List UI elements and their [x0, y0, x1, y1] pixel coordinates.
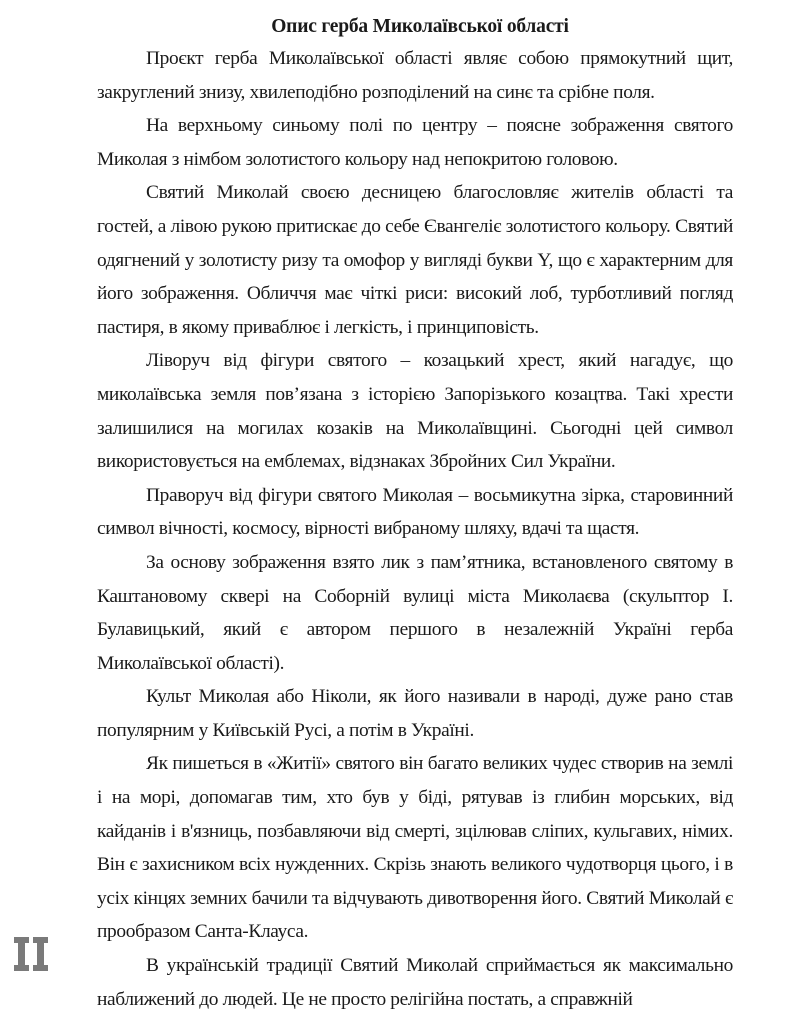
double-bar-logo-icon: [14, 937, 52, 971]
paragraph-coat-of-arms-shape: Проєкт герба Миколаївської області являє собою прямокутний щит, закруглений знизу, хвилеподібно розподілений на синє та срібне поля.: [97, 48, 733, 103]
paragraph-monument: За основу зображення взято лик з пам’ятника, встановленого святому в Каштановому сквері на Соборній вулиці міста Миколаєва (скульптор І. Булавицький, який є автором першого в незалежній Україні герба Миколаївської області).: [97, 551, 733, 674]
paragraph-star: Праворуч від фігури святого Миколая – восьмикутна зірка, старовинний символ вічності, космосу, вірності вибраному шляху, вдачі та щастя.: [97, 484, 733, 540]
paragraph-saint-description: Святий Миколай своєю десницею благословляє жителів області та гостей, а лівою рукою притискає до себе Євангеліє золотистого кольору. Святий одягнений у золотисту ризу та омофор у вигляді букви Y, що є характерним для його зображення. Обличчя має чіткі риси: високий лоб, турботливий погляд пастиря, в якому приваблює і легкість, і принциповість.: [97, 182, 733, 338]
paragraph-ukrainian-tradition: В українській традиції Святий Миколай сприймається як максимально наближений до людей. Це не просто релігійна постать, а справжній: [97, 955, 733, 1010]
document-title: Опис герба Миколаївської області: [271, 16, 569, 37]
paragraph-life-miracles: Як пишеться в «Житії» святого він багато великих чудес створив на землі і на морі, допомагав тим, хто був у біді, рятував із глибин морських, від кайданів і в'язниць, позбавляючи від смерті, зцілював сліпих, кульгавих, німих. Він є захисником всіх нужденних. Скрізь знають великого чудотворця цього, і в усіх кінцях земних бачили та відчувають дивотворення його. Святий Миколай є прообразом Санта-Клауса.: [97, 753, 733, 943]
logo-bar-left: [14, 937, 29, 971]
paragraph-cossack-cross: Ліворуч від фігури святого – козацький хрест, який нагадує, що миколаївська земля пов’язана з історією Запорізького козацтва. Такі хрести залишилися на могилах козаків на Миколаївщині. Сьогодні цей символ використовується на емблемах, відзнаках Збройних Сил України.: [97, 350, 733, 473]
paragraph-cult: Культ Миколая або Ніколи, як його називали в народі, дуже рано став популярним у Київській Русі, а потім в Україні.: [97, 686, 733, 741]
document-page: [97, 12, 733, 1016]
logo-bar-right: [33, 937, 48, 971]
paragraph-upper-field: На верхньому синьому полі по центру – поясне зображення святого Миколая з німбом золотистого кольору над непокритою головою.: [97, 115, 733, 170]
